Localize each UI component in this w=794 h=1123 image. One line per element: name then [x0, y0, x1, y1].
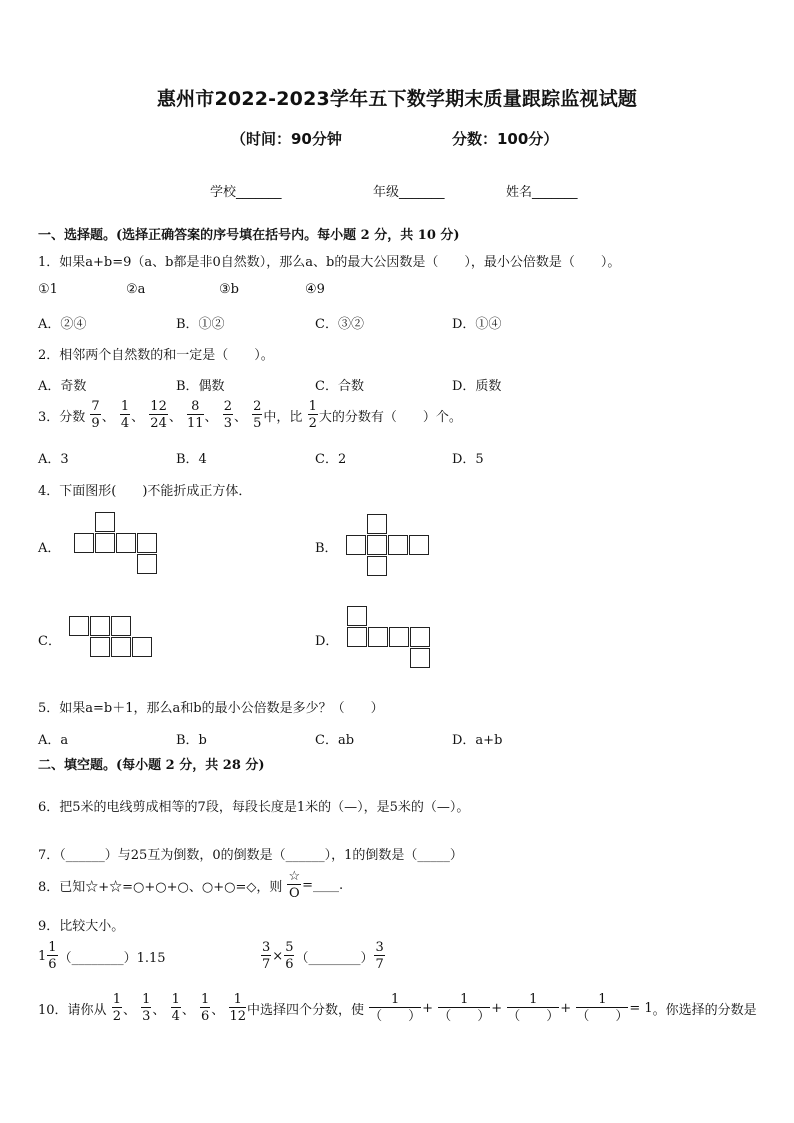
fraction-denominator: 2 [112, 1009, 121, 1024]
question-8-text [38, 870, 343, 900]
fraction-numerator: 3 [375, 940, 384, 955]
fraction-denominator: 4 [120, 416, 130, 431]
q3-suffix: 大的分数有（ ）个。 [318, 409, 462, 425]
question-5-text: 5．如果a=b＋1，那么a和b的最小公倍数是多少？（ ） [38, 701, 384, 716]
q9-a-blank[interactable]: （________）1.15 [58, 950, 166, 966]
q10-plus: + [422, 1000, 434, 1016]
q2-option-c[interactable]: C．合数 [315, 379, 364, 394]
fraction-numerator: 2 [223, 399, 232, 414]
q5-option-a[interactable]: A．a [38, 733, 69, 748]
exam-score: 分数：100分） [452, 130, 559, 148]
fraction-numerator: 8 [187, 400, 204, 415]
q4-option-a[interactable]: A． [38, 541, 61, 556]
fraction-denominator: （ ） [576, 1009, 629, 1024]
question-4-text: 4．下面图形( )不能折成正方体． [38, 484, 252, 499]
fraction-numerator: 1 [369, 993, 421, 1008]
q3-sep: 、 [101, 409, 115, 425]
q10-blank-fraction-4[interactable] [576, 993, 628, 1023]
q3-fraction-6 [252, 400, 262, 430]
q4-option-d[interactable]: D． [315, 634, 339, 649]
q10-sep: 、 [181, 1002, 195, 1018]
fraction-denominator: 5 [253, 416, 262, 431]
net-square [137, 554, 157, 574]
q9-a-whole: 1 [38, 948, 47, 964]
fraction-denominator: 24 [150, 416, 167, 431]
net-square [389, 627, 409, 647]
q10-fraction-2 [141, 993, 151, 1023]
q3-fraction-5 [223, 400, 233, 430]
q8-prefix: 8．已知☆+☆=○+○+○、○+○=◇，则 [38, 879, 283, 895]
q1-choice-4: ④9 [305, 282, 325, 297]
q3-option-c[interactable]: C．2 [315, 452, 347, 467]
question-9-text: 9．比较大小。 [38, 919, 125, 934]
q3-fraction-4 [187, 400, 204, 430]
net-square [410, 627, 430, 647]
page-title: 惠州市2022-2023学年五下数学期末质量跟踪监视试题 [156, 88, 638, 110]
fraction-numerator: ☆ [288, 869, 301, 884]
q2-option-d[interactable]: D．质数 [452, 379, 502, 394]
question-3-text [38, 400, 462, 430]
q9-b-fraction-3 [374, 941, 384, 971]
fraction-numerator: 1 [438, 993, 490, 1008]
q5-option-c[interactable]: C．ab [315, 733, 355, 748]
q10-fraction-3 [171, 993, 181, 1023]
q1-choice-1: ①1 [38, 282, 58, 297]
net-square [95, 533, 115, 553]
net-square [410, 648, 430, 668]
net-square [347, 627, 367, 647]
q3-sep: 、 [168, 409, 182, 425]
q9-b-fraction-1 [261, 941, 271, 971]
q3-compare-fraction [308, 400, 318, 430]
net-square [95, 512, 115, 532]
q3-sep: 、 [204, 409, 218, 425]
fraction-numerator: 1 [229, 993, 246, 1008]
fraction-numerator: 1 [201, 992, 210, 1007]
q4-option-b[interactable]: B． [315, 541, 338, 556]
net-square [132, 637, 152, 657]
fraction-denominator: 2 [308, 416, 317, 431]
q1-option-d[interactable]: D．①④ [452, 317, 502, 332]
fraction-numerator: 1 [48, 940, 57, 955]
q10-fraction-1 [112, 993, 122, 1023]
net-square [367, 514, 387, 534]
q3-fraction-2 [120, 400, 130, 430]
q8-suffix: =____. [302, 877, 344, 893]
fraction-denominator: 9 [91, 416, 100, 431]
fraction-numerator: 1 [120, 399, 130, 414]
net-square [90, 637, 110, 657]
q10-fraction-4 [200, 993, 210, 1023]
q3-sep: 、 [233, 409, 247, 425]
q3-fraction-3 [149, 400, 168, 430]
fraction-denominator: 3 [223, 416, 232, 431]
question-10-text [38, 993, 757, 1023]
question-7-text: 7．（______）与25互为倒数，0的倒数是（______），1的倒数是（_____） [38, 848, 463, 863]
q10-blank-fraction-3[interactable] [507, 993, 559, 1023]
q10-prefix: 10．请你从 [38, 1002, 107, 1018]
q3-option-a[interactable]: A．3 [38, 452, 69, 467]
q3-option-d[interactable]: D．5 [452, 452, 484, 467]
q9-compare-a [38, 941, 166, 971]
fraction-numerator: 1 [308, 399, 317, 414]
question-2-text: 2．相邻两个自然数的和一定是（ ）。 [38, 348, 274, 363]
fraction-numerator: 2 [253, 399, 262, 414]
fraction-denominator: 4 [171, 1009, 180, 1024]
q10-sep: 、 [122, 1002, 136, 1018]
question-6-text: 6．把5米的电线剪成相等的7段，每段长度是1米的（—），是5米的（—）。 [38, 800, 470, 815]
net-square [74, 533, 94, 553]
fraction-denominator: 12 [229, 1009, 246, 1024]
net-square [346, 535, 366, 555]
net-square [347, 606, 367, 626]
q3-mid: 中，比 [263, 409, 303, 425]
section-1-heading: 一、选择题。(选择正确答案的序号填在括号内。每小题 2 分，共 10 分) [38, 228, 460, 243]
fraction-numerator: 1 [112, 992, 121, 1007]
q9-compare-b [260, 941, 386, 971]
net-square [367, 556, 387, 576]
fraction-numerator: 7 [91, 399, 100, 414]
fraction-numerator: 1 [507, 993, 559, 1008]
q1-choice-3: ③b [219, 282, 239, 297]
fraction-denominator: （ ） [369, 1009, 422, 1024]
q9-b-fraction-2 [284, 941, 294, 971]
fraction-denominator: 6 [285, 957, 294, 972]
fraction-numerator: 1 [142, 992, 151, 1007]
q9-b-blank[interactable]: （________） [295, 950, 374, 966]
q10-sep: 、 [211, 1002, 225, 1018]
q3-sep: 、 [131, 409, 145, 425]
net-square [367, 535, 387, 555]
net-square [111, 616, 131, 636]
q10-sep: 、 [152, 1002, 166, 1018]
school-field[interactable]: 学校_______ [210, 185, 282, 200]
net-square [116, 533, 136, 553]
net-square [69, 616, 89, 636]
q1-option-c[interactable]: C．③② [315, 317, 364, 332]
fraction-numerator: 1 [576, 993, 628, 1008]
fraction-denominator: 6 [201, 1009, 210, 1024]
fraction-denominator: 3 [142, 1009, 151, 1024]
q10-suffix: 。你选择的分数是 [652, 1002, 757, 1018]
q10-plus: + [560, 1000, 572, 1016]
fraction-numerator: 3 [262, 940, 271, 955]
net-square [90, 616, 110, 636]
q1-choice-2: ②a [126, 282, 146, 297]
q5-option-b[interactable]: B．b [176, 733, 207, 748]
fraction-denominator: 7 [262, 957, 271, 972]
net-square [388, 535, 408, 555]
q10-blank-fraction-2[interactable] [438, 993, 490, 1023]
fraction-numerator: 12 [150, 399, 167, 414]
fraction-numerator: 5 [285, 940, 294, 955]
q10-blank-fraction-1[interactable] [369, 993, 421, 1023]
fraction-denominator: 11 [187, 416, 204, 431]
q10-mid: 中选择四个分数，使 [246, 1002, 364, 1018]
q3-option-b[interactable]: B．4 [176, 452, 207, 467]
q10-plus: + [491, 1000, 503, 1016]
q10-equals: = 1 [629, 1000, 653, 1016]
fraction-denominator: 6 [48, 957, 57, 972]
grade-field[interactable]: 年级_______ [373, 185, 445, 200]
q2-option-a[interactable]: A．奇数 [38, 379, 87, 394]
fraction-numerator: 1 [171, 992, 180, 1007]
question-1-text: 1．如果a+b=9（a、b都是非0自然数），那么a、b的最大公因数是（ ），最小公倍数是（ ）。 [38, 255, 621, 270]
net-square [137, 533, 157, 553]
q3-prefix: 3．分数 [38, 409, 86, 425]
q5-option-d[interactable]: D．a+b [452, 733, 503, 748]
exam-time: （时间：90分钟 [231, 130, 342, 148]
section-2-heading: 二、填空题。(每小题 2 分，共 28 分) [38, 758, 265, 773]
fraction-denominator: 7 [375, 957, 384, 972]
fraction-denominator: （ ） [438, 1009, 491, 1024]
q9-times: × [272, 948, 284, 964]
net-square [409, 535, 429, 555]
fraction-denominator: （ ） [507, 1009, 560, 1024]
fraction-denominator: O [288, 886, 300, 901]
q10-fraction-5 [229, 993, 246, 1023]
q2-option-b[interactable]: B．偶数 [176, 379, 225, 394]
q8-fraction [287, 870, 301, 900]
q3-fraction-1 [90, 400, 100, 430]
q9-a-fraction [47, 941, 57, 971]
net-square [368, 627, 388, 647]
q4-option-c[interactable]: C． [38, 634, 61, 649]
q1-option-b[interactable]: B．①② [176, 317, 225, 332]
q1-option-a[interactable]: A．②④ [38, 317, 87, 332]
net-square [111, 637, 131, 657]
name-field[interactable]: 姓名_______ [506, 185, 578, 200]
